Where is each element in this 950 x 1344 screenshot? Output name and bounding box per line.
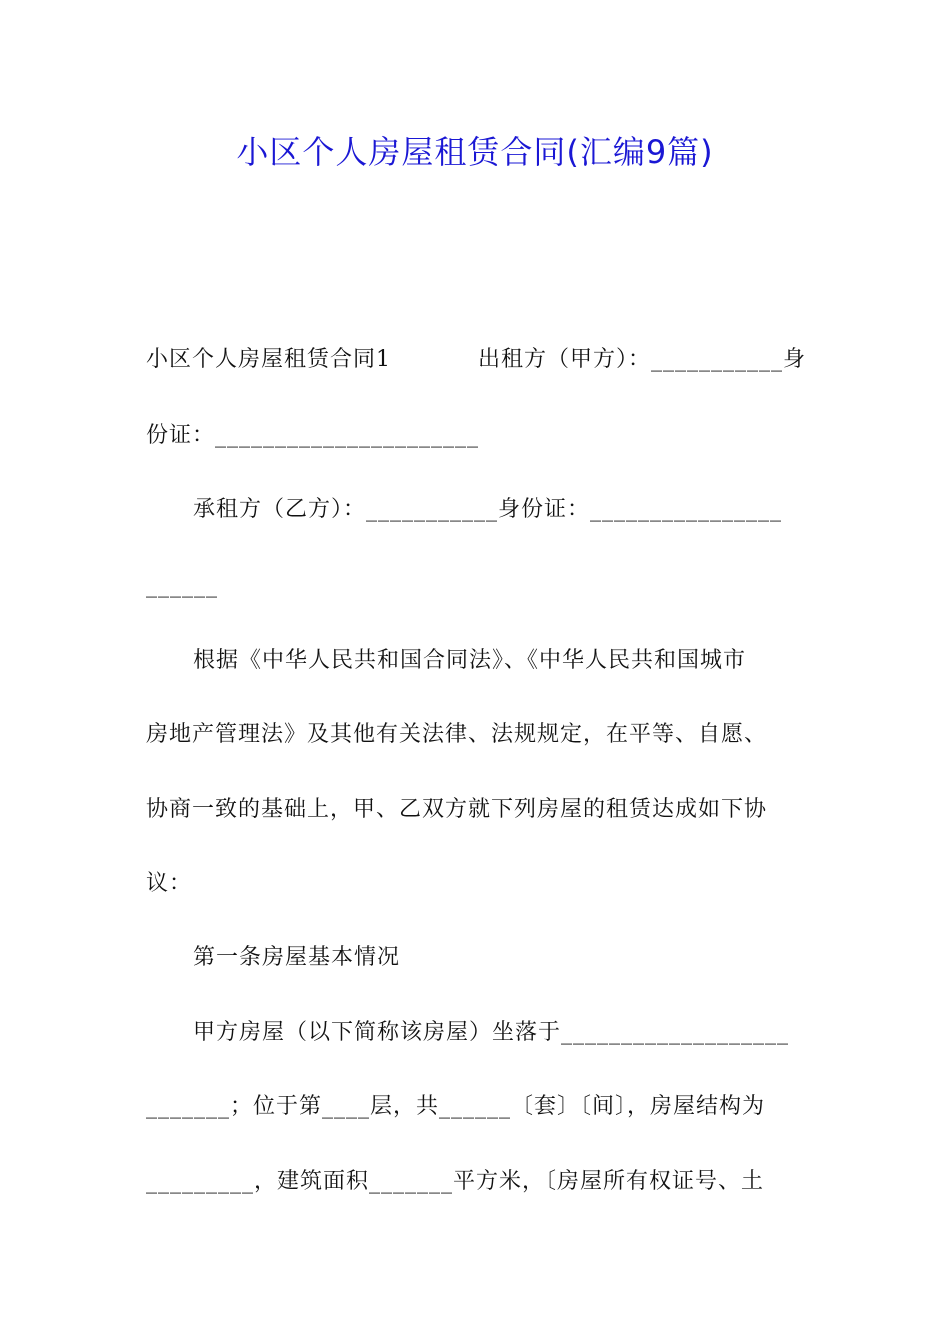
contract-number-label: 小区个人房屋租赁合同1: [146, 347, 391, 372]
lessee-id-continuation: ______: [146, 573, 218, 598]
lessor-field: 出租方（甲方）：___________身: [477, 347, 806, 372]
section-heading: 第一条房屋基本情况: [193, 945, 401, 970]
paragraph-line: _________，建筑面积_______平方米，〔房屋所有权证号、土: [146, 1169, 765, 1194]
paragraph-line: 协商一致的基础上，甲、乙双方就下列房屋的租赁达成如下协: [146, 797, 768, 822]
contract-heading-line: [146, 345, 806, 375]
paragraph-line: _______；位于第____层，共______〔套〕〔间〕，房屋结构为: [146, 1094, 766, 1119]
lessor-id-line: 份证：______________________: [146, 423, 480, 448]
lessee-line: 承租方（乙方）：___________身份证：________________: [193, 497, 783, 522]
document-title: 小区个人房屋租赁合同(汇编9篇): [236, 133, 714, 171]
paragraph-line: 根据《中华人民共和国合同法》、《中华人民共和国城市: [193, 648, 747, 673]
paragraph-line: 甲方房屋（以下简称该房屋）坐落于___________________: [193, 1020, 790, 1045]
paragraph-line: 房地产管理法》及其他有关法律、法规规定，在平等、自愿、: [146, 722, 768, 747]
paragraph-line: 议：: [146, 871, 193, 896]
